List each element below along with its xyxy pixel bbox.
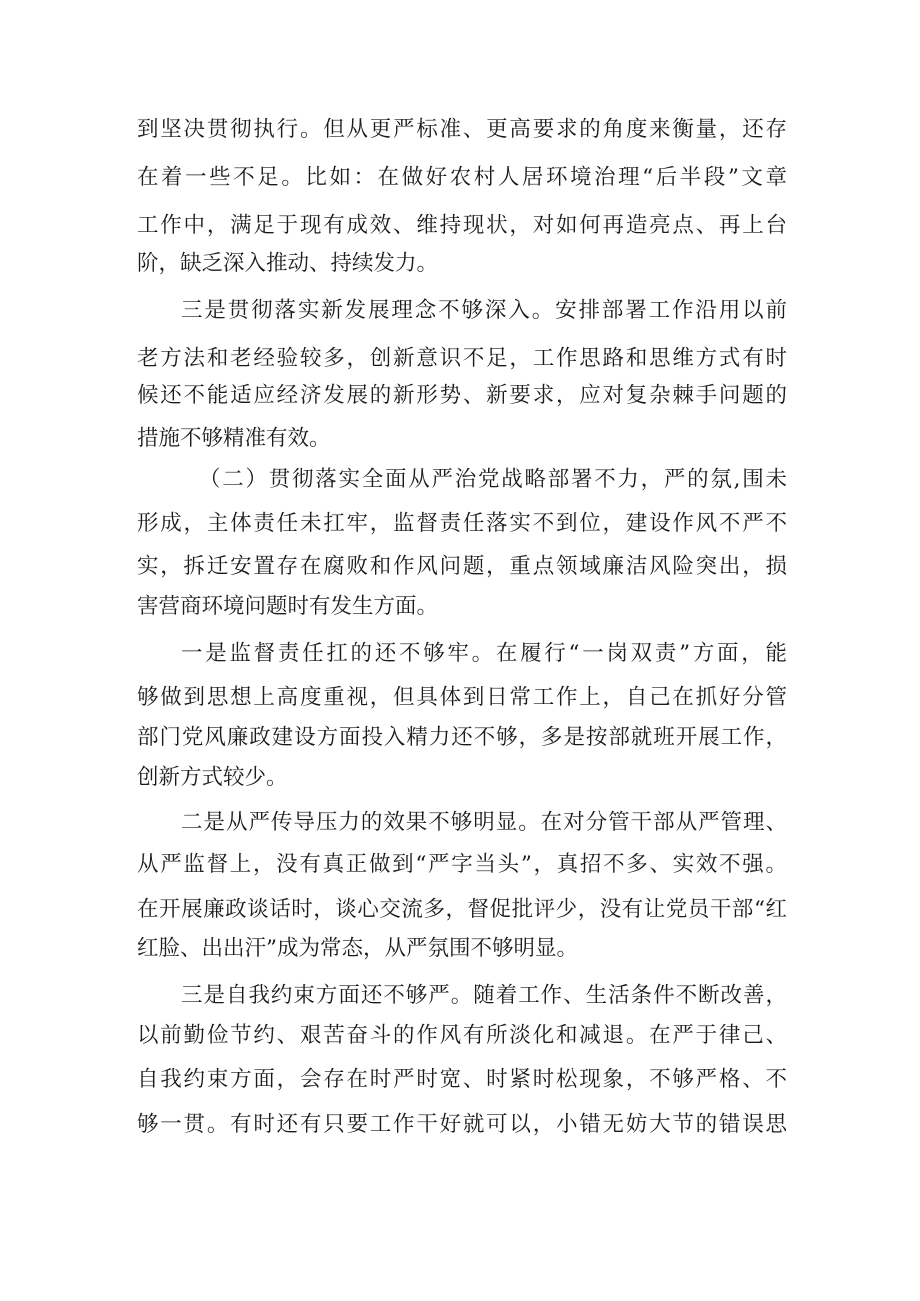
text-line: 在着一些不足。比如：在做好农村人居环境治理“后半段”文章: [137, 165, 787, 190]
text-line: 老方法和老经验较多，创新意识不足，工作思路和思维方式有时: [137, 346, 787, 371]
text-line: 到坚决贯彻执行。但从更严标准、更高要求的角度来衡量，还存: [137, 117, 787, 142]
text-line: 在开展廉政谈话时，谈心交流多，督促批评少，没有让党员干部“红: [137, 897, 787, 922]
text-line: 创新方式较少。: [137, 765, 288, 790]
text-line: 够一贯。有时还有只要工作干好就可以，小错无妨大节的错误思: [137, 1112, 787, 1137]
text-line: 从严监督上，没有真正做到“严字当头”，真招不多、实效不强。: [137, 852, 787, 877]
text-line: 红脸、出出汗”成为常态，从严氛围不够明显。: [137, 936, 578, 961]
text-line: 候还不能适应经济发展的新形势、新要求，应对复杂棘手问题的: [137, 383, 787, 408]
text-line: 自我约束方面，会存在时严时宽、时紧时松现象，不够严格、不: [137, 1067, 787, 1092]
paragraph-first-line: 一是监督责任扛的还不够牢。在履行“一岗双责”方面，能: [181, 641, 787, 666]
text-line: 措施不够精准有效。: [137, 426, 331, 451]
text-line: 够做到思想上高度重视，但具体到日常工作上，自己在抓好分管: [137, 685, 787, 710]
paragraph-first-line: 三是自我约束方面还不够严。随着工作、生活条件不断改善，: [181, 983, 787, 1008]
text-line: 害营商环境问题时有发生方面。: [137, 594, 439, 619]
text-line: 工作中，满足于现有成效、维持现状，对如何再造亮点、再上台: [137, 213, 787, 238]
text-line: 阶，缺乏深入推动、持续发力。: [137, 251, 439, 276]
text-line: 实，拆迁安置存在腐败和作风问题，重点领域廉洁风险突出，损: [137, 554, 787, 579]
text-line: 以前勤俭节约、艰苦奋斗的作风有所淡化和减退。在严于律己、: [137, 1023, 787, 1048]
paragraph-first-line: 二是从严传导压力的效果不够明显。在对分管干部从严管理、: [181, 810, 787, 835]
paragraph-first-line: 三是贯彻落实新发展理念不够深入。安排部署工作沿用以前: [181, 298, 787, 323]
section-heading-line: （二）贯彻落实全面从严治党战略部署不力，严的氛,围未: [199, 467, 787, 492]
text-line: 部门党风廉政建设方面投入精力还不够，多是按部就班开展工作，: [137, 725, 787, 750]
text-line: 形成，主体责任未扛牢，监督责任落实不到位，建设作风不严不: [137, 511, 787, 536]
